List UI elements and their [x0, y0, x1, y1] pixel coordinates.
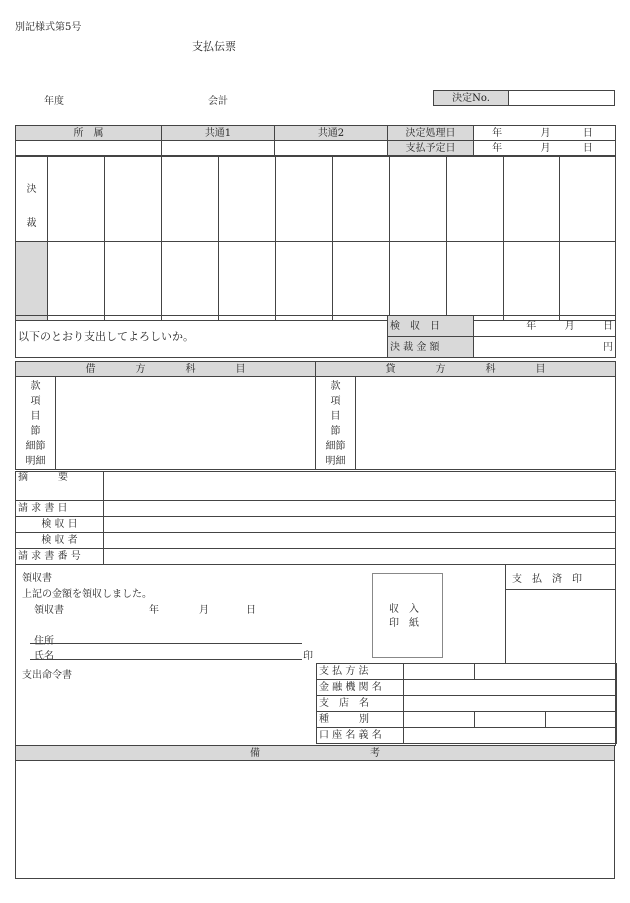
kou-label: 項	[30, 396, 41, 407]
question-block	[15, 315, 616, 358]
decision-date-field[interactable]	[474, 126, 616, 141]
approval-stamp-cell[interactable]	[162, 157, 219, 242]
day-char: 日	[582, 127, 593, 139]
invoice-number-field[interactable]	[104, 549, 616, 565]
affiliation-field[interactable]	[16, 141, 162, 156]
approval-stamp-cell[interactable]	[219, 157, 276, 242]
approval-stamp-cell[interactable]	[390, 242, 447, 321]
remarks-field[interactable]	[16, 761, 615, 879]
method-field-2[interactable]	[475, 664, 617, 680]
account-name-field[interactable]	[404, 728, 617, 744]
inspection-date-label: 検 収 日	[388, 316, 474, 337]
receipt-label: 領収書	[34, 605, 64, 616]
setsu-label: 節	[30, 426, 41, 437]
kan-label: 款	[330, 381, 341, 392]
decision-label	[16, 157, 48, 242]
accounts-block	[15, 361, 616, 470]
approval-stamp-cell[interactable]	[333, 242, 390, 321]
saisetsu-label: 細節	[25, 441, 46, 452]
receipt-year: 年	[149, 605, 159, 616]
approval-stamp-cell[interactable]	[105, 157, 162, 242]
receipt-day: 日	[246, 605, 256, 616]
payment-order-section	[15, 663, 616, 746]
inspector-field[interactable]	[104, 533, 616, 549]
decision-date-label: 決定処理日	[388, 126, 474, 141]
credit-account-field[interactable]	[356, 377, 616, 470]
method-label: 支 払 方 法	[317, 664, 404, 680]
day-char: 日	[582, 142, 593, 154]
branch-label: 支 店 名	[317, 696, 404, 712]
common1-field[interactable]	[162, 141, 275, 156]
method-field[interactable]	[404, 664, 475, 680]
payment-date-label: 支払予定日	[388, 141, 474, 156]
bank-label: 金 融 機 関 名	[317, 680, 404, 696]
approval-stamp-cell[interactable]	[276, 242, 333, 321]
type-field-1[interactable]	[404, 712, 475, 728]
month-char: 月	[540, 127, 551, 139]
affiliation-header: 所 属	[16, 126, 162, 141]
seal-mark: 印	[303, 651, 313, 662]
form-number: 別記様式第5号	[15, 22, 82, 33]
decision-no-label: 決定No.	[434, 91, 509, 106]
summary-label: 摘 要	[16, 472, 104, 501]
decision-no-box	[433, 90, 615, 106]
year-char: 年	[526, 320, 537, 332]
revenue-stamp-line2: 印 紙	[389, 618, 419, 629]
moku-label: 目	[330, 411, 341, 422]
credit-item-labels	[316, 377, 356, 470]
meisai-label: 明細	[325, 456, 346, 467]
name-label: 氏名	[34, 651, 54, 662]
payment-order-title: 支出命令書	[22, 670, 72, 681]
revenue-stamp-line1: 収 入	[389, 604, 419, 615]
approval-stamp-cell[interactable]	[105, 242, 162, 321]
paid-seal-divider	[506, 589, 616, 590]
saisetsu-label: 細節	[325, 441, 346, 452]
moku-label: 目	[30, 411, 41, 422]
account-label: 会計	[208, 96, 228, 107]
decision-char: 決	[26, 184, 37, 195]
inspector-label: 検 収 者	[16, 533, 104, 549]
approval-stamp-cell[interactable]	[162, 242, 219, 321]
inspection-day-label: 検 収 日	[16, 517, 104, 533]
account-name-label: 口 座 名 義 名	[317, 728, 404, 744]
approval-stamp-cell[interactable]	[333, 157, 390, 242]
page-title: 支払伝票	[192, 40, 236, 53]
credit-heading: 貸 方 科 目	[316, 362, 616, 377]
common2-header: 共通2	[275, 126, 388, 141]
common2-field[interactable]	[275, 141, 388, 156]
approval-char: 裁	[26, 218, 37, 229]
approval-stamp-cell[interactable]	[560, 242, 616, 321]
inspection-day-field[interactable]	[104, 517, 616, 533]
bank-field[interactable]	[404, 680, 617, 696]
kou-label: 項	[330, 396, 341, 407]
day-char: 日	[603, 320, 613, 332]
payment-date-field[interactable]	[474, 141, 616, 156]
approval-stamp-cell[interactable]	[560, 157, 616, 242]
decision-no-field[interactable]	[509, 91, 615, 106]
decided-amount-field[interactable]	[474, 337, 616, 358]
address-label: 住所	[34, 636, 54, 647]
approval-stamp-cell[interactable]	[390, 157, 447, 242]
details-block	[15, 471, 616, 565]
approval-stamp-cell[interactable]	[276, 157, 333, 242]
payment-table	[316, 663, 617, 744]
receipt-title: 領収書	[22, 573, 52, 584]
month-char: 月	[564, 320, 575, 332]
approval-grid	[15, 156, 616, 321]
remarks-block	[15, 745, 615, 879]
year-char: 年	[492, 127, 503, 139]
month-char: 月	[540, 142, 551, 154]
yen-unit: 円	[603, 341, 613, 353]
fiscal-year-label: 年度	[44, 96, 64, 107]
approval-stamp-cell[interactable]	[504, 157, 560, 242]
common1-header: 共通1	[162, 126, 275, 141]
approval-stamp-cell[interactable]	[447, 157, 504, 242]
invoice-number-label: 請 求 書 番 号	[16, 549, 104, 565]
inspection-date-field[interactable]	[474, 316, 616, 337]
debit-item-labels	[16, 377, 56, 470]
kan-label: 款	[30, 381, 41, 392]
invoice-date-label: 請 求 書 日	[16, 501, 104, 517]
year-char: 年	[492, 142, 503, 154]
receipt-statement: 上記の金額を領収しました。	[22, 589, 152, 600]
name-line[interactable]	[30, 659, 302, 660]
paid-seal-area[interactable]	[505, 565, 616, 664]
receipt-section	[15, 564, 616, 665]
approval-stamp-cell[interactable]	[504, 242, 560, 321]
type-label: 種 別	[317, 712, 404, 728]
revenue-stamp-box	[372, 573, 443, 658]
address-line[interactable]	[30, 643, 302, 644]
invoice-date-field[interactable]	[104, 501, 616, 517]
approval-stamp-cell[interactable]	[447, 242, 504, 321]
approval-block	[15, 125, 614, 315]
debit-heading: 借 方 科 目	[16, 362, 316, 377]
summary-field[interactable]	[104, 472, 616, 501]
approval-stamp-cell[interactable]	[48, 242, 105, 321]
approval-stamp-cell[interactable]	[219, 242, 276, 321]
decided-amount-label: 決 裁 金 額	[388, 337, 474, 358]
branch-field[interactable]	[404, 696, 617, 712]
type-field-2[interactable]	[475, 712, 546, 728]
receipt-month: 月	[199, 605, 209, 616]
setsu-label: 節	[330, 426, 341, 437]
approval-stamp-cell[interactable]	[48, 157, 105, 242]
remarks-heading: 備 考	[16, 746, 615, 761]
debit-account-field[interactable]	[56, 377, 316, 470]
paid-seal-label: 支 払 済 印	[512, 574, 582, 585]
type-field-3[interactable]	[546, 712, 617, 728]
approval-row-label	[16, 242, 48, 321]
meisai-label: 明細	[25, 456, 46, 467]
question-text: 以下のとおり支出してよろしいか。	[16, 316, 388, 358]
